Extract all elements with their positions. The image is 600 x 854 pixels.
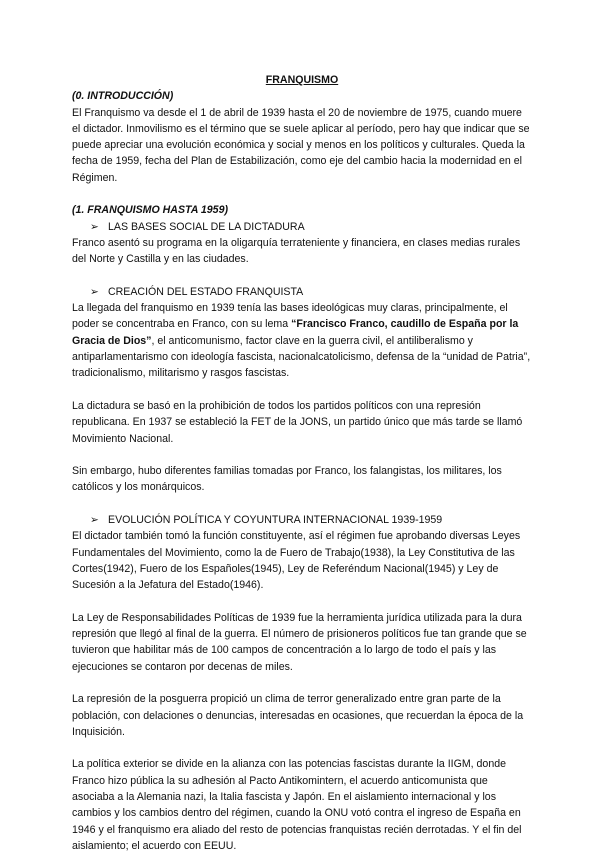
- estado-p1-text-a: La llegada del franquismo en 1939 tenía las bases ideológicas muy claras, principalmente, el poder se concentraba en Franco, con su lema: [72, 302, 508, 331]
- estado-heading-text: CREACIÓN DEL ESTADO FRANQUISTA: [108, 285, 304, 298]
- arrow-bullet-icon: ➢: [90, 514, 99, 527]
- estado-paragraph-3: Sin embargo, hubo diferentes familias tomadas por Franco, los falangistas, los militares, los católicos y los monárquicos.: [72, 465, 502, 494]
- spacer: [72, 496, 532, 512]
- estado-p1-text-b: , el anticomunismo, factor clave en la guerra civil, el antiliberalismo y antiparlamentarismo con ideología fascista, nacionalcatolicismo, defensa de la “unidad de Patria”, tradicionalismo, militarismo y rasgos fascistas.: [72, 334, 531, 380]
- franco-motto: “Francisco Franco, caudillo de España por la Gracia de Dios”: [72, 318, 519, 347]
- spacer: [72, 186, 532, 202]
- intro-paragraph: El Franquismo va desde el 1 de abril de 1939 hasta el 20 de noviembre de 1975, cuando muere el dictador. Inmovilismo es el término que se suele aplicar al período, pero hay que indicar que se puede apreciar una evolución económica y social y menos en los políticos y culturales. Queda la fecha de 1959, fecha del Plan de Estabilización, como eje del cambio hacia la modernidad en el Régimen.: [72, 106, 530, 184]
- spacer: [72, 675, 532, 691]
- intro-heading: (0. INTRODUCCIÓN): [72, 90, 174, 103]
- spacer: [72, 594, 532, 610]
- arrow-bullet-icon: ➢: [90, 285, 99, 298]
- evolucion-paragraph-3: La represión de la posguerra propició un clima de terror generalizado entre gran parte de la población, con delaciones o denuncias, interesadas en ocasiones, que recuerdan la época de la Inquisición.: [72, 693, 524, 738]
- document-body: [72, 72, 532, 854]
- evolucion-heading: [72, 512, 532, 528]
- estado-heading: [72, 284, 532, 300]
- evolucion-paragraph-1: El dictador también tomó la función constituyente, así el régimen fue aprobando diversas Leyes Fundamentales del Movimiento, como la de Fuero de Trabajo(1938), la Ley Constitutiva de las Cortes(1942), Fuero de los Españoles(1945), Ley de Referéndum Nacional(1945) y Ley de Sucesión a la Jefatura del Estado(1946).: [72, 530, 521, 592]
- spacer: [72, 740, 532, 756]
- evolucion-paragraph-4: La política exterior se divide en la alianza con las potencias fascistas durante la IIGM, donde Franco hizo pública la su adhesión al Pacto Antikomintern, el acuerdo anticomunista que asociaba a la Alemania nazi, la Italia fascista y Japón. En el aislamiento internacional y los cambios y los cambios dentro del régimen, cuando la ONU votó contra el ingreso de España en 1946 y el franquismo era aliado del resto de potencias franquistas recién derrotadas. Y el fin del aislamiento; el acuerdo con EEUU.: [72, 758, 522, 852]
- section1-heading: (1. FRANQUISMO HASTA 1959): [72, 204, 228, 217]
- spacer: [72, 447, 532, 463]
- spacer: [72, 268, 532, 284]
- evolucion-heading-text: EVOLUCIÓN POLÍTICA Y COYUNTURA INTERNACIONAL 1939-1959: [108, 514, 443, 527]
- arrow-bullet-icon: ➢: [90, 220, 99, 233]
- estado-paragraph-2: La dictadura se basó en la prohibición de todos los partidos políticos con una represión republicana. En 1937 se estableció la FET de la JONS, un partido único que más tarde se llamó Movimiento Nacional.: [72, 399, 523, 445]
- spacer: [72, 382, 532, 398]
- bases-heading: [72, 219, 532, 235]
- evolucion-paragraph-2: La Ley de Responsabilidades Políticas de 1939 fue la herramienta jurídica utilizada para la dura represión que llegó al final de la guerra. El número de prisioneros políticos fue tan grande que se tuvieron que habilitar más de 100 campos de concentración a lo largo de todo el país y las ejecuciones se contaron por decenas de miles.: [72, 611, 527, 673]
- estado-paragraph-1: [72, 300, 532, 381]
- bases-paragraph: Franco asentó su programa en la oligarquía terrateniente y financiera, en clases medias rurales del Norte y Castilla y en las ciudades.: [72, 236, 521, 266]
- document-title: FRANQUISMO: [265, 74, 339, 86]
- bases-heading-text: LAS BASES SOCIAL DE LA DICTADURA: [108, 220, 305, 233]
